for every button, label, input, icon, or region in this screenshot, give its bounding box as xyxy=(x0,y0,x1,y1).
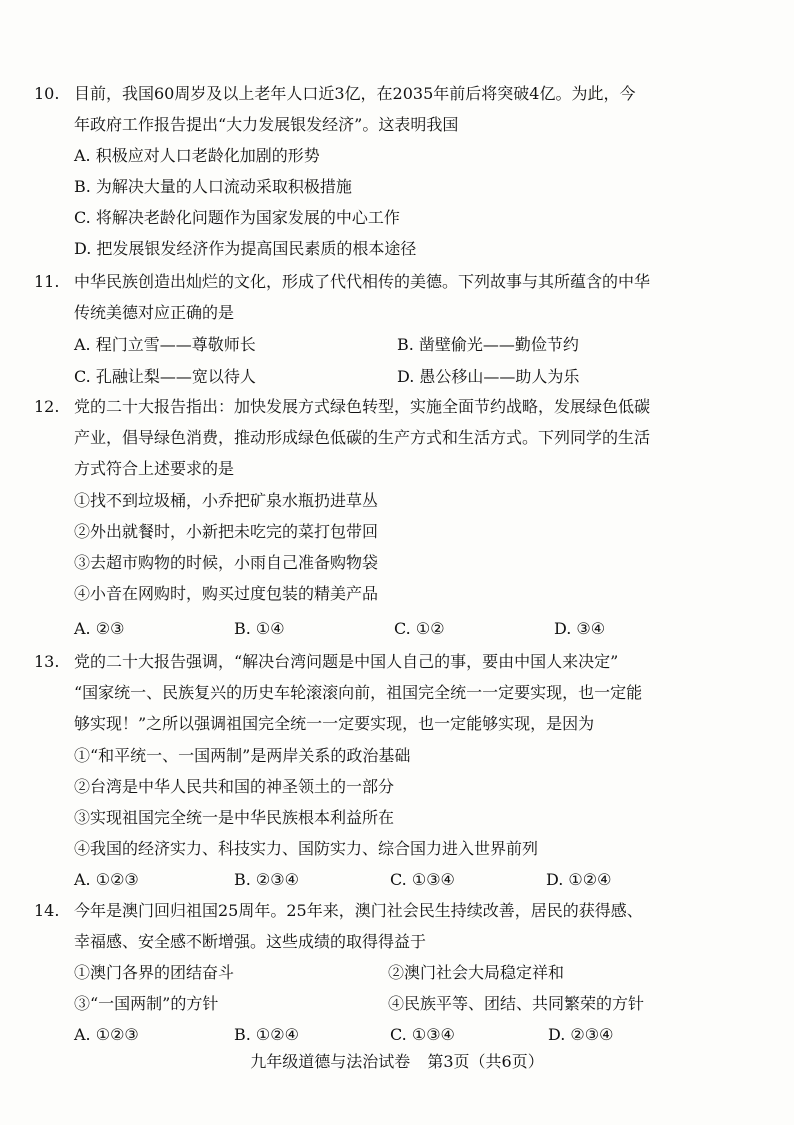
option-d: D. 把发展银发经济作为提高国民素质的根本途径 xyxy=(74,239,417,258)
question-stem-line: 够实现！”之所以强调祖国完全统一一定要实现，也一定能够实现，是因为 xyxy=(74,714,595,733)
statement-item: ④我国的经济实力、科技实力、国防实力、综合国力进入世界前列 xyxy=(74,839,539,858)
option-b: B. ②③④ xyxy=(234,870,299,889)
question-number: 10. xyxy=(34,84,60,103)
question-stem-line: 党的二十大报告指出：加快发展方式绿色转型，实施全面节约战略，发展绿色低碳 xyxy=(74,397,651,416)
exam-title: 九年级道德与法治试卷 xyxy=(250,1052,411,1071)
statement-item: ③“一国两制”的方针 xyxy=(74,994,219,1013)
question-stem-line: 今年是澳门回归祖国25周年。25年来，澳门社会民生持续改善，居民的获得感、 xyxy=(74,901,643,920)
statement-item: ①澳门各界的团结奋斗 xyxy=(74,963,235,982)
statement-item: ①找不到垃圾桶，小乔把矿泉水瓶扔进草丛 xyxy=(74,491,379,510)
question-number: 11. xyxy=(34,272,60,291)
page-footer xyxy=(0,1052,794,1072)
question-number: 13. xyxy=(34,652,60,671)
statement-item: ④民族平等、团结、共同繁荣的方针 xyxy=(388,994,645,1013)
option-a: A. 程门立雪——尊敬师长 xyxy=(74,335,256,354)
question-stem-line: 产业，倡导绿色消费，推动形成绿色低碳的生产方式和生活方式。下列同学的生活 xyxy=(74,428,651,447)
question-number: 12. xyxy=(34,397,60,416)
statement-item: ②澳门社会大局稳定祥和 xyxy=(388,963,565,982)
statement-item: ③去超市购物的时候，小雨自己准备购物袋 xyxy=(74,553,379,572)
option-d: D. ①②④ xyxy=(546,870,612,889)
option-c: C. ①③④ xyxy=(390,870,455,889)
option-d: D. ②③④ xyxy=(548,1025,614,1044)
question-stem-line: “国家统一、民族复兴的历史车轮滚滚向前，祖国完全统一一定要实现，也一定能 xyxy=(74,683,643,702)
option-c: C. 孔融让梨——宽以待人 xyxy=(74,367,256,386)
option-a: A. 积极应对人口老龄化加剧的形势 xyxy=(74,146,320,165)
page-number: 第3页（共6页） xyxy=(427,1052,544,1071)
option-d: D. 愚公移山——助人为乐 xyxy=(397,367,580,386)
question-stem-line: 传统美德对应正确的是 xyxy=(74,303,235,322)
option-b: B. 凿壁偷光——勤俭节约 xyxy=(397,335,579,354)
option-c: C. ①② xyxy=(394,619,445,638)
statement-item: ③实现祖国完全统一是中华民族根本利益所在 xyxy=(74,808,395,827)
option-c: C. ①③④ xyxy=(390,1025,455,1044)
question-stem-line: 年政府工作报告提出“大力发展银发经济”。这表明我国 xyxy=(74,115,459,134)
question-stem-line: 中华民族创造出灿烂的文化，形成了代代相传的美德。下列故事与其所蕴含的中华 xyxy=(74,272,651,291)
statement-item: ①“和平统一、一国两制”是两岸关系的政治基础 xyxy=(74,746,411,765)
statement-item: ②外出就餐时，小新把未吃完的菜打包带回 xyxy=(74,522,379,541)
statement-item: ④小音在网购时，购买过度包装的精美产品 xyxy=(74,584,379,603)
option-c: C. 将解决老龄化问题作为国家发展的中心工作 xyxy=(74,208,400,227)
option-b: B. ①④ xyxy=(234,619,285,638)
statement-item: ②台湾是中华人民共和国的神圣领土的一部分 xyxy=(74,777,395,796)
option-a: A. ①②③ xyxy=(74,1025,139,1044)
question-stem-line: 方式符合上述要求的是 xyxy=(74,459,235,478)
option-b: B. 为解决大量的人口流动采取积极措施 xyxy=(74,177,352,196)
option-d: D. ③④ xyxy=(554,619,606,638)
question-stem-line: 党的二十大报告强调，“解决台湾问题是中国人自己的事，要由中国人来决定” xyxy=(74,652,619,671)
option-b: B. ①②④ xyxy=(234,1025,299,1044)
question-stem-line: 目前，我国60周岁及以上老年人口近3亿，在2035年前后将突破4亿。为此，今 xyxy=(74,84,636,103)
question-stem-line: 幸福感、安全感不断增强。这些成绩的取得得益于 xyxy=(74,932,427,951)
option-a: A. ①②③ xyxy=(74,870,139,889)
option-a: A. ②③ xyxy=(74,619,125,638)
question-number: 14. xyxy=(34,901,60,920)
